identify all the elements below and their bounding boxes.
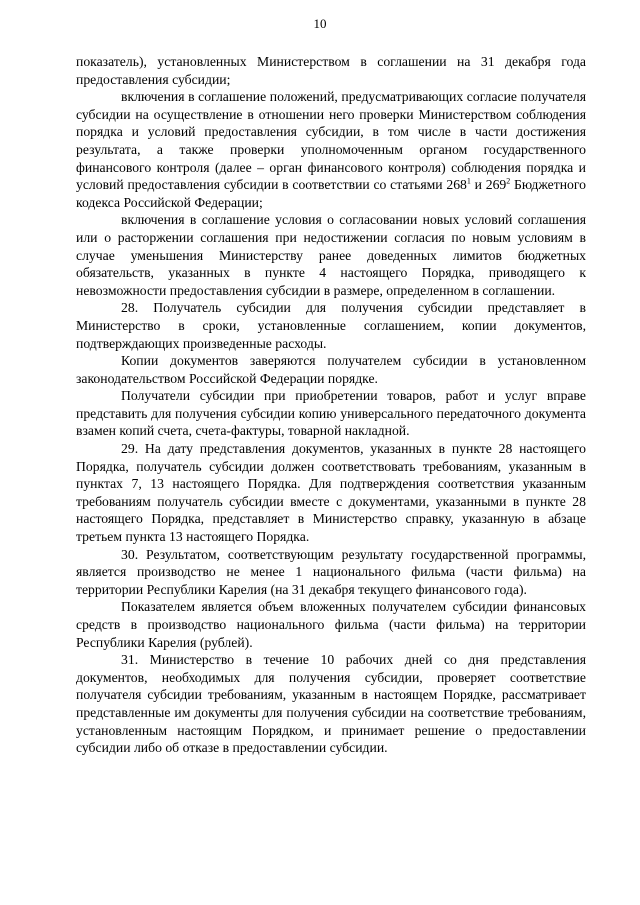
paragraph-28: 28. Получатель субсидии для получения субсидии представляет в Министерство в сроки, установленные соглашением, копии документов, подтверждающих произведенные расходы. [76, 300, 586, 351]
paragraph-verification-consent [76, 88, 586, 211]
paragraph-31: 31. Министерство в течение 10 рабочих дней со дня представления документов, необходимых для получения субсидии, проверяет соответствие получателя субсидии требованиям, указанным в настоящем Порядке, рассматривает представленные им документы для получения субсидии на соответствие требованиям, установленным настоящим Порядком, и принимает решение о предоставлении субсидии либо об отказе в предоставлении субсидии. [76, 652, 586, 756]
superscript-2: 2 [506, 176, 511, 186]
paragraph-text: и 269 [470, 177, 507, 193]
paragraph-continuation: показатель), установленных Министерством в соглашении на 31 декабря года предоставления субсидии; [76, 54, 586, 87]
paragraph-new-conditions: включения в соглашение условия о согласовании новых условий соглашения или о расторжении соглашения при недостижении согласия по новым условиям в случае уменьшения Министерству ранее доведенных лимитов бюджетных обязательств, указанных в пункте 4 настоящего Порядка, приводящего к невозможности предоставления субсидии в размере, определенном в соглашении. [76, 212, 586, 298]
paragraph-text: включения в соглашение положений, предусматривающих согласие получателя субсидии на осуществление в отношении него проверки Министерством соблюдения порядка и условий предоставления субсидии, в том числе в части достижения результата, а также проверки уполномоченным органом государственного финансового контроля (далее – орган финансового контроля) соблюдения порядка и условий предоставления субсидии в соответствии со статьями 268 [76, 89, 586, 193]
paragraph-transfer-document: Получатели субсидии при приобретении товаров, работ и услуг вправе представить для получения субсидии копию универсального передаточного документа взамен копий счета, счета-фактуры, товарной накладной. [76, 388, 586, 439]
document-body [76, 53, 586, 757]
paragraph-30: 30. Результатом, соответствующим результату государственной программы, является производство не менее 1 национального фильма (части фильма) на территории Республики Карелия (на 31 декабря текущего финансового года). [76, 546, 586, 597]
paragraph-indicator: Показателем является объем вложенных получателем субсидии финансовых средств в производство национального фильма (части фильма) на территории Республики Карелия (рублей). [76, 599, 586, 650]
paragraph-copies-certified: Копии документов заверяются получателем субсидии в установленном законодательством Российской Федерации порядке. [76, 353, 586, 386]
paragraph-29: 29. На дату представления документов, указанных в пункте 28 настоящего Порядка, получатель субсидии должен соответствовать требованиям, указанным в пунктах 7, 13 настоящего Порядка. Для подтверждения соответствия указанным требованиям получатель субсидии вместе с документами, указанными в пункте 28 настоящего Порядка, представляет в Министерство справку, указанную в абзаце третьем пункта 13 настоящего Порядка. [76, 441, 586, 545]
superscript-1: 1 [466, 176, 471, 186]
page-number: 10 [313, 16, 327, 31]
paragraph-text: Бюджетного кодекса Российской Федерации; [76, 177, 586, 210]
